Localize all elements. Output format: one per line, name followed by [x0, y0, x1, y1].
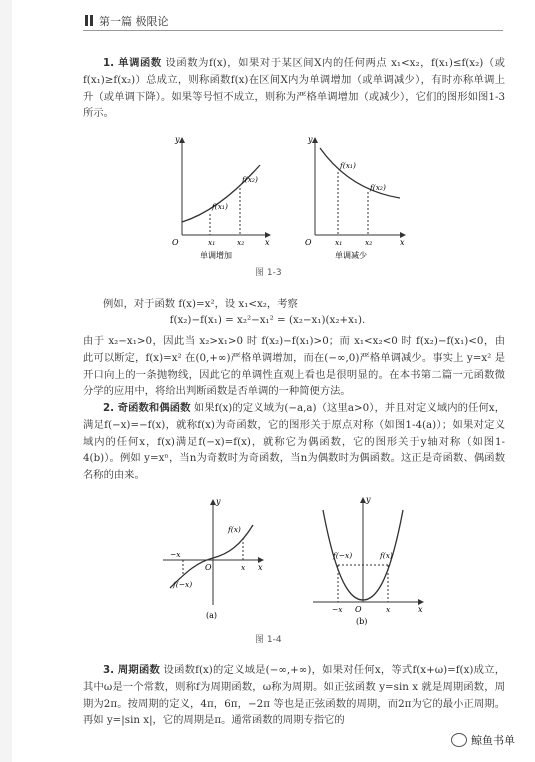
section-body: 设函数为f(x)，如果对于某区间X内的任何两点 x₁<x₂，f(x₁)≤f(x₂)（或f(x₁)≥f(x₂)）总成立，则称函数f(x)在区间X内为单调增加（或单调减少），有时亦称单调上升（或单调下降）。如果等号恒不成立，则称为严格单调增加（或减少），它们的图形如图1-3所示。	[83, 57, 505, 120]
section-monotone	[83, 55, 505, 122]
y-axis-label: y	[366, 495, 371, 504]
x1-label: x₁	[208, 238, 216, 247]
x2-label: x₂	[365, 238, 373, 247]
section-title: 1. 单调函数	[103, 57, 162, 69]
decreasing-graph	[305, 135, 405, 260]
x-axis-label: x	[258, 563, 263, 572]
section-title: 3. 周期函数	[103, 664, 161, 676]
watermark	[451, 732, 515, 748]
page-edge	[0, 0, 12, 762]
subfigure-a-label: (a)	[206, 611, 218, 620]
fx1-label: f(x₁)	[340, 161, 356, 170]
x-axis-label: x	[400, 238, 405, 247]
section-odd-even	[83, 400, 505, 484]
header-marker-icon	[90, 15, 93, 26]
odd-function-graph	[163, 497, 263, 620]
increasing-label: 单调增加	[200, 251, 232, 260]
watermark-text: 鲸鱼书单	[471, 734, 515, 747]
decreasing-label: 单调减少	[335, 251, 367, 260]
x-axis-label: x	[265, 238, 270, 247]
example-body: 由于 x₂−x₁>0，因此当 x₂>x₁>0 时 f(x₂)−f(x₁)>0；而 x₁<x₂<0 时 f(x₂)−f(x₁)<0，由此可以断定，f(x)=x² 在(0,+∞)严格单调增加，而在(−∞,0)严格单调减少。事实上 y=x² 是开口向上的一条抛物线，因此它的单调性直观上看也是很明显的。在本书第二篇一元函数微分学的应用中，将给出判断函数是否单调的一种简便方法。	[83, 335, 505, 398]
fnegx-label: f(−x)	[173, 580, 193, 589]
x2-label: x₂	[237, 238, 245, 247]
x1-label: x₁	[335, 238, 343, 247]
increasing-graph	[172, 135, 270, 260]
example-intro-text: 例如，对于函数 f(x)=x²，设 x₁<x₂，考察	[103, 298, 298, 310]
origin-label: O	[355, 605, 362, 614]
posx-label: x	[241, 563, 246, 572]
fx2-label: f(x₂)	[370, 183, 386, 192]
section-title: 2. 奇函数和偶函数	[103, 402, 191, 414]
subfigure-b-label: (b)	[356, 617, 368, 626]
figure-1-4	[158, 490, 428, 630]
figure-1-3-caption: 图 1-3	[255, 268, 282, 278]
header-marker-icon	[85, 15, 88, 26]
example-intro	[83, 296, 505, 313]
fx1-label: f(x₁)	[212, 202, 228, 211]
fnegx-label: f(−x)	[333, 551, 353, 560]
y-axis-label: y	[175, 135, 180, 144]
header-rule	[83, 30, 503, 31]
figure-1-4-caption: 图 1-4	[255, 635, 282, 645]
example-formula: f(x₂)−f(x₁) = x₂²−x₁² = (x₂−x₁)(x₂+x₁).	[169, 314, 366, 326]
y-axis-label: y	[308, 135, 313, 144]
origin-label: O	[305, 238, 312, 247]
negx-label: −x	[332, 605, 343, 614]
origin-label: O	[205, 563, 212, 572]
running-header	[85, 13, 169, 29]
even-function-graph	[313, 495, 423, 626]
posx-label: x	[386, 605, 391, 614]
negx-label: −x	[170, 550, 181, 559]
x-axis-label: x	[418, 605, 423, 614]
origin-label: O	[172, 238, 179, 247]
wechat-icon	[451, 733, 467, 747]
section-body: 如果f(x)的定义域为(−a,a)（这里a>0），并且对定义域内的任何x，满足f(−x)=−f(x)，就称f(x)为奇函数，它的图形关于原点对称（如图1-4(a)）；如果对定义域内的任何x，f(x)满足f(−x)=f(x)，就称它为偶函数，它的图形关于y轴对称（如图1-4(b)）。例如 y=xⁿ，当n为奇数时为奇函数，当n为偶数时为偶函数。这正是奇函数、偶函数名称的由来。	[83, 402, 505, 482]
fx-label: f(x)	[380, 551, 393, 560]
y-axis-label: y	[216, 497, 221, 506]
section-periodic	[83, 662, 505, 729]
figure-1-3	[160, 130, 410, 280]
section-body: 设函数f(x)的定义域是(−∞,+∞)，如果对任何x，等式f(x+ω)=f(x)成立，其中ω是一个常数，则称f为周期函数，ω称为周期。如正弦函数 y=sin x 就是周期函数，周期为2π。按周期的定义，4π，6π，−2π 等也是正弦函数的周期，而2π为它的最小正周期。再如 y=|sin x|，它的周期是π。通常函数的周期专指它的	[83, 664, 505, 727]
fx-label: f(x)	[228, 525, 241, 534]
header-chapter: 第一篇 极限论	[99, 15, 169, 28]
fx2-label: f(x₂)	[242, 175, 258, 184]
